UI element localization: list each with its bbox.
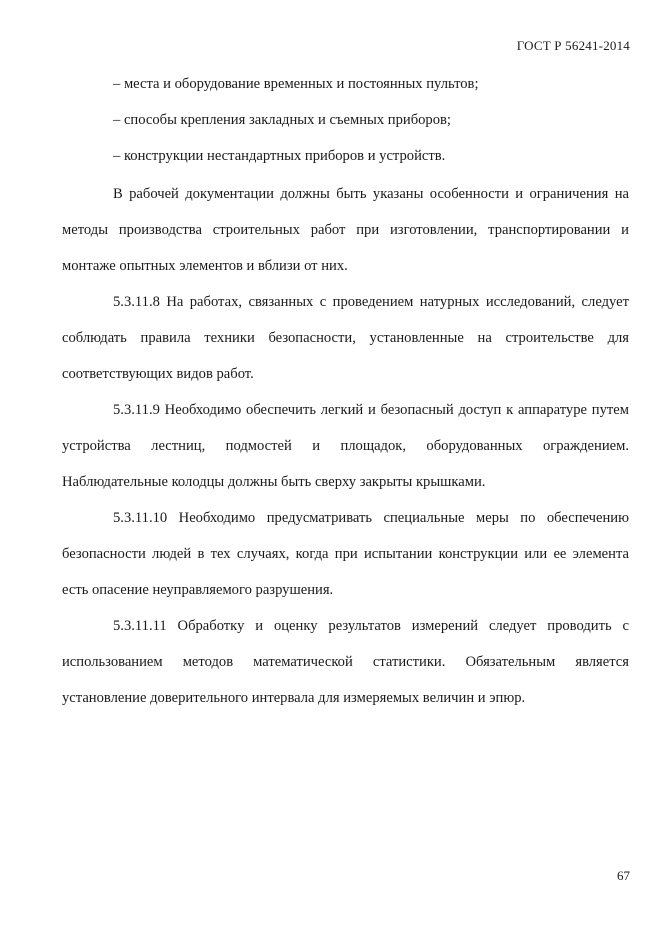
list-item: – места и оборудование временных и постоянных пультов; (113, 76, 479, 92)
document-body (62, 66, 629, 716)
paragraph-documentation-requirements: В рабочей документации должны быть указаны особенности и ограничения на методы производства строительных работ при изготовлении, транспортировании и монтаже опытных элементов и вблизи от них. (62, 186, 629, 274)
paragraph-5-3-11-10: 5.3.11.10 Необходимо предусматривать специальные меры по обеспечению безопасности людей в тех случаях, когда при испытании конструкции или ее элемента есть опасение неуправляемого разрушения. (62, 510, 629, 598)
paragraph-5-3-11-9: 5.3.11.9 Необходимо обеспечить легкий и безопасный доступ к аппаратуре путем устройства лестниц, подмостей и площадок, оборудованных ограждением. Наблюдательные колодцы должны быть сверху закрыты крышками. (62, 402, 629, 490)
document-header-id: ГОСТ Р 56241-2014 (516, 38, 630, 53)
paragraph-5-3-11-8: 5.3.11.8 На работах, связанных с проведением натурных исследований, следует соблюдать правила техники безопасности, установленные на строительстве для соответствующих видов работ. (62, 294, 629, 382)
list-item: – конструкции нестандартных приборов и устройств. (113, 148, 446, 164)
page-number: 67 (617, 868, 630, 883)
list-item: – способы крепления закладных и съемных приборов; (113, 112, 451, 128)
paragraph-5-3-11-11: 5.3.11.11 Обработку и оценку результатов измерений следует проводить с использованием методов математической статистики. Обязательным является установление доверительного интервала для измеряемых величин и эпюр. (62, 618, 629, 706)
